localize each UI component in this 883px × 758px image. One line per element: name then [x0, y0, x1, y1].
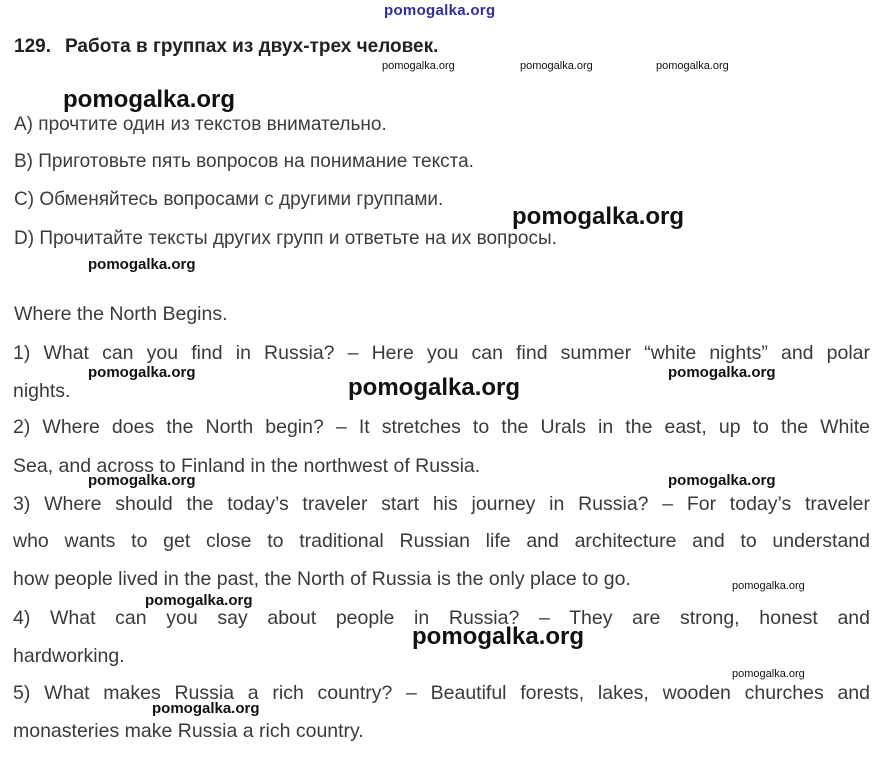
watermark: pomogalka.org [520, 60, 593, 72]
exercise-number: 129. [14, 36, 51, 57]
text-line: 1) What can you find in Russia? – Here you can find summer “white nights” and polar [13, 342, 870, 364]
task-c: С) Обменяйтесь вопросами с другими группами. [14, 189, 444, 210]
exercise-title: Работа в группах из двух-трех человек. [65, 36, 439, 57]
text-title: Where the North Begins. [14, 303, 228, 325]
text-line: 2) Where does the North begin? – It stretches to the Urals in the east, up to the White [13, 416, 870, 438]
watermark: pomogalka.org [656, 60, 729, 72]
watermark: pomogalka.org [348, 374, 521, 401]
watermark: pomogalka.org [732, 580, 805, 592]
text-line: monasteries make Russia a rich country. [13, 720, 364, 742]
text-line: nights. [13, 380, 71, 402]
text-line: how people lived in the past, the North of Russia is the only place to go. [13, 568, 631, 590]
watermark: pomogalka.org [152, 700, 260, 717]
watermark: pomogalka.org [732, 668, 805, 680]
watermark-top: pomogalka.org [384, 2, 496, 19]
watermark: pomogalka.org [382, 60, 455, 72]
text-line: hardworking. [13, 645, 125, 667]
text-line: 5) What makes Russia a rich country? – Beautiful forests, lakes, wooden churches and [13, 682, 870, 704]
watermark: pomogalka.org [63, 86, 236, 113]
watermark: pomogalka.org [88, 364, 196, 381]
task-d: D) Прочитайте тексты других групп и ответьте на их вопросы. [14, 228, 557, 249]
task-b: В) Приготовьте пять вопросов на понимание текста. [14, 151, 474, 172]
text-line: 3) Where should the today’s traveler start his journey in Russia? – For today’s traveler [13, 493, 870, 515]
watermark: pomogalka.org [145, 592, 253, 609]
watermark: pomogalka.org [88, 256, 196, 273]
watermark: pomogalka.org [512, 203, 685, 230]
text-line: Sea, and across to Finland in the northwest of Russia. [13, 455, 481, 477]
watermark: pomogalka.org [668, 472, 776, 489]
watermark: pomogalka.org [668, 364, 776, 381]
text-line: 4) What can you say about people in Russia? – They are strong, honest and [13, 607, 870, 629]
watermark: pomogalka.org [412, 623, 585, 650]
task-a: А) прочтите один из текстов внимательно. [14, 114, 387, 135]
watermark: pomogalka.org [88, 472, 196, 489]
text-line: who wants to get close to traditional Russian life and architecture and to understand [13, 530, 870, 552]
